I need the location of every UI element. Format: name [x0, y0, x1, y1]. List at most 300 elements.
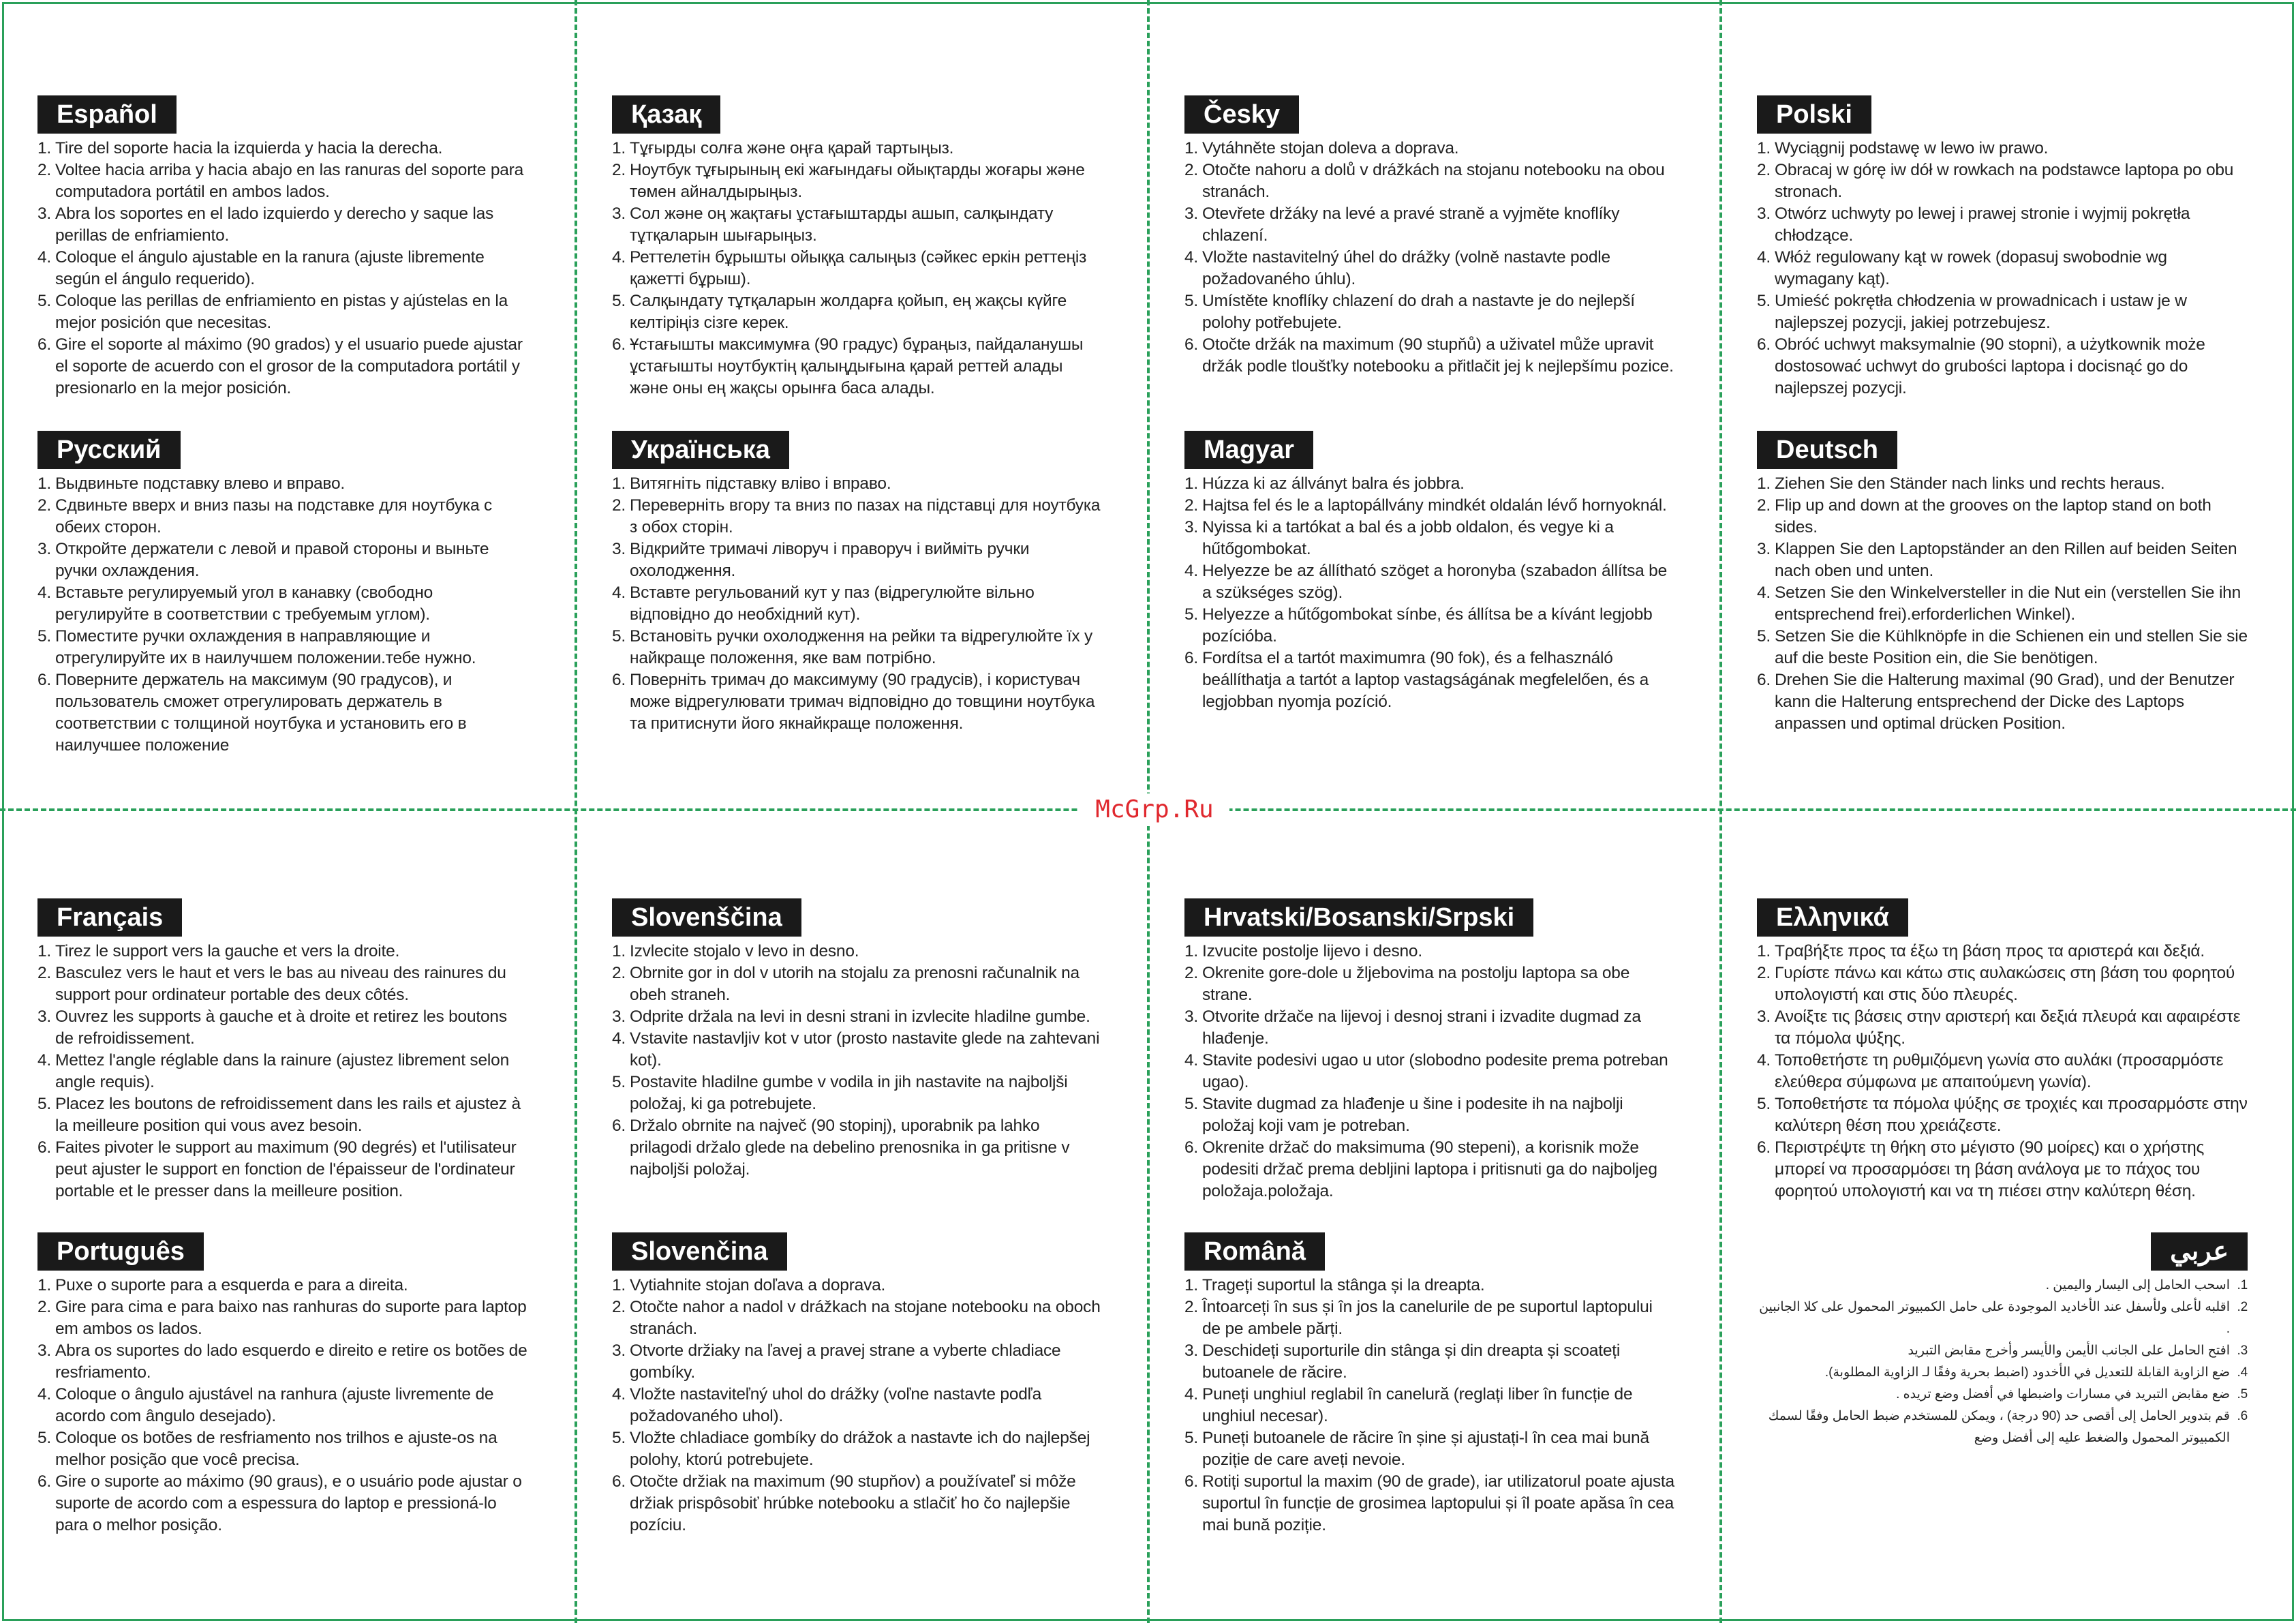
instruction-item [1184, 203, 1675, 247]
instruction-text: Voltee hacia arriba y hacia abajo en las ranuras del soporte para computadora portátil en ambos lados. [55, 161, 524, 201]
instruction-item [612, 247, 1103, 290]
instruction-text: Stavite podesivi ugao u utor (slobodno podesite prema potreban ugao). [1202, 1051, 1668, 1091]
section-romana [1184, 1232, 1675, 1536]
step-number: 4. [37, 1385, 52, 1404]
instruction-item [612, 1028, 1103, 1072]
instruction-item [37, 1275, 528, 1296]
step-number: 5. [1757, 627, 1771, 646]
step-number: 6. [37, 671, 52, 689]
instruction-item [612, 1340, 1103, 1384]
instruction-text: Coloque o ângulo ajustável na ranhura (ajuste livremente de acordo com ângulo desejado). [55, 1385, 494, 1425]
step-number: 6. [1184, 1472, 1199, 1491]
step-number: 1. [1184, 139, 1199, 157]
step-number: 5. [612, 1073, 626, 1091]
instruction-text: Tirez le support vers la gauche et vers la droite. [55, 942, 400, 960]
step-number: 1. [612, 942, 626, 960]
step-number: 2. [1184, 496, 1199, 515]
instruction-item [1184, 247, 1675, 290]
section-polski [1757, 95, 2248, 399]
instruction-list [612, 473, 1103, 735]
instruction-item [37, 1137, 528, 1202]
instruction-text: Вставьте регулируемый угол в канавку (свободно регулируйте в соответствии с требуемым углом). [55, 583, 433, 624]
instruction-text: Obróć uchwyt maksymalnie (90 stopni), a użytkownik może dostosować uchwyt do grubości laptopa i docisnąć go do najlepszej pozycji. [1775, 335, 2205, 397]
section-hrvatski [1184, 898, 1675, 1202]
step-number: 1. [612, 474, 626, 493]
watermark: McGrp.Ru [1080, 793, 1229, 826]
step-number: 2. [612, 1298, 626, 1316]
instruction-text: Włóż regulowany kąt w rowek (dopasuj swobodnie wg wymagany kąt). [1775, 248, 2167, 288]
instruction-text: Coloque el ángulo ajustable en la ranura (ajuste libremente según el ángulo requerido). [55, 248, 485, 288]
instruction-item [1757, 1275, 2248, 1296]
section-title: Français [37, 898, 182, 937]
step-number: 6. [1184, 1138, 1199, 1157]
instruction-item [1757, 669, 2248, 735]
fold-line-vertical [575, 0, 577, 1623]
instruction-text: Puxe o suporte para a esquerda e para a direita. [55, 1276, 408, 1294]
instruction-item [1184, 1006, 1675, 1050]
instruction-item [37, 495, 528, 539]
section-title: Українська [612, 431, 789, 469]
instruction-item [1184, 160, 1675, 203]
instruction-text: Coloque las perillas de enfriamiento en pistas y ajústelas en la mejor posición que necesitas. [55, 292, 508, 332]
instruction-text: Odprite držala na levi in desni strani in izvlecite hladilne gumbe. [630, 1007, 1090, 1026]
instruction-item [612, 941, 1103, 962]
instruction-item [37, 203, 528, 247]
instruction-text: Ziehen Sie den Ständer nach links und rechts heraus. [1775, 474, 2165, 493]
instruction-item [1757, 539, 2248, 582]
step-number: 4. [37, 248, 52, 267]
instruction-list [1757, 1275, 2248, 1449]
instruction-item [612, 334, 1103, 399]
instruction-list [37, 1275, 528, 1536]
step-number: 5. [1184, 292, 1199, 310]
step-number: 3. [1184, 1007, 1199, 1026]
instruction-text: Placez les boutons de refroidissement dans les rails et ajustez à la meilleure position qui vous avez besoin. [55, 1095, 521, 1135]
instruction-item [37, 669, 528, 757]
instruction-text: Vložte chladiace gombíky do drážok a nastavte ich do najlepšej polohy, ktorú potrebujete. [630, 1429, 1090, 1469]
instruction-item [1184, 962, 1675, 1006]
instruction-text: Otočte držák na maximum (90 stupňů) a uživatel může upravit držák podle tloušťky notebooku a přitlačit jej k nejlepšímu pozice. [1202, 335, 1674, 376]
instruction-item [1184, 1050, 1675, 1093]
instruction-text: Сол және оң жақтағы ұстағыштарды ашып, салқындату тұтқаларын шығарыңыз. [630, 204, 1054, 245]
instruction-item [37, 247, 528, 290]
instruction-item [1184, 1471, 1675, 1536]
instruction-list [1184, 941, 1675, 1202]
instruction-list [1184, 138, 1675, 378]
instruction-item [37, 962, 528, 1006]
section-title: Magyar [1184, 431, 1313, 469]
step-number: 6. [612, 335, 626, 354]
instruction-text: Setzen Sie die Kühlknöpfe in die Schienen ein und stellen Sie sie auf die beste Position ein, die Sie benötigen. [1775, 627, 2248, 667]
step-number: 6. [612, 1117, 626, 1135]
instruction-text: Тұғырды солға және оңға қарай тартыңыз. [630, 139, 954, 157]
instruction-text: Otvorte držiaky na ľavej a pravej strane a vyberte chladiace gombíky. [630, 1341, 1061, 1382]
instruction-text: Gire o suporte ao máximo (90 graus), e o usuário pode ajustar o suporte de acordo com a espessura do laptop e pressioná-lo para o melhor posição. [55, 1472, 522, 1534]
step-number: 5. [2237, 1387, 2248, 1401]
step-number: 2. [1184, 964, 1199, 982]
step-number: 5. [37, 1429, 52, 1447]
section-title: Česky [1184, 95, 1299, 134]
instruction-item [1757, 582, 2248, 626]
instruction-text: Відкрийте тримачі ліворуч і праворуч і вийміть ручки охолодження. [630, 540, 1030, 580]
instruction-text: Puneți unghiul reglabil în canelură (reglați liber în funcție de unghiul necesar). [1202, 1385, 1633, 1425]
instruction-item [612, 1384, 1103, 1427]
instruction-item [1184, 334, 1675, 378]
step-number: 1. [612, 1276, 626, 1294]
step-number: 4. [1757, 248, 1771, 267]
step-number: 2. [1757, 964, 1771, 982]
instruction-list [37, 941, 528, 1202]
instruction-text: Γυρίστε πάνω και κάτω στις αυλακώσεις στη βάση του φορητού υπολογιστή και στις δύο πλευρές. [1775, 964, 2235, 1004]
step-number: 3. [1757, 1007, 1771, 1026]
instruction-item [612, 1427, 1103, 1471]
instruction-text: Gire el soporte al máximo (90 grados) y el usuario puede ajustar el soporte de acuerdo con el grosor de la computadora portátil y presionarlo en la mejor posición. [55, 335, 523, 397]
step-number: 3. [612, 1007, 626, 1026]
instruction-text: Встановіть ручки охолодження на рейки та відрегулюйте їх у найкраще положення, яке вам потрібно. [630, 627, 1093, 667]
instruction-list [37, 473, 528, 757]
step-number: 4. [1757, 1051, 1771, 1070]
instruction-text: Rotiți suportul la maxim (90 de grade), iar utilizatorul poate ajusta suportul în funcție de grosimea laptopului și îl poate apăsa în cea mai bună poziție. [1202, 1472, 1674, 1534]
instruction-text: Ouvrez les supports à gauche et à droite et retirez les boutons de refroidissement. [55, 1007, 507, 1048]
instruction-text: Abra los soportes en el lado izquierdo y derecho y saque las perillas de enfriamiento. [55, 204, 494, 245]
instruction-item [1757, 203, 2248, 247]
instruction-text: Drehen Sie die Halterung maximal (90 Grad), und der Benutzer kann die Halterung entsprechend der Dicke des Laptops anpassen und optimal drücken Position. [1775, 671, 2235, 733]
instruction-item [1757, 1362, 2248, 1384]
section-title: Slovenščina [612, 898, 801, 937]
step-number: 4. [1184, 248, 1199, 267]
step-number: 5. [37, 627, 52, 646]
step-number: 2. [37, 964, 52, 982]
instruction-item [1757, 1137, 2248, 1202]
step-number: 6. [1757, 335, 1771, 354]
instruction-item [1757, 290, 2248, 334]
instruction-text: Klappen Sie den Laptopständer an den Rillen auf beiden Seiten nach oben und unten. [1775, 540, 2237, 580]
instruction-item [1757, 1050, 2248, 1093]
step-number: 3. [37, 540, 52, 558]
instruction-text: Umístěte knoflíky chlazení do drah a nastavte je do nejlepší polohy potřebujete. [1202, 292, 1635, 332]
step-number: 1. [37, 942, 52, 960]
instruction-item [1757, 1384, 2248, 1406]
instruction-item [1184, 1340, 1675, 1384]
step-number: 4. [1184, 562, 1199, 580]
instruction-text: Otevřete držáky na levé a pravé straně a vyjměte knoflíky chlazení. [1202, 204, 1620, 245]
instruction-text: Otočte nahoru a dolů v drážkách na stojanu notebooku na obou stranách. [1202, 161, 1665, 201]
step-number: 1. [1184, 474, 1199, 493]
instruction-text: Ұстағышты максимумға (90 градус) бұраңыз, пайдаланушы ұстағышты ноутбуктің қалыңдығына қарай реттей алады және оны ең жақсы орынға баса алады. [630, 335, 1084, 397]
step-number: 3. [1184, 204, 1199, 223]
instruction-list [1757, 138, 2248, 399]
instruction-list [1184, 473, 1675, 713]
step-number: 6. [37, 335, 52, 354]
instruction-item [1184, 1384, 1675, 1427]
instruction-item [612, 1072, 1103, 1115]
instruction-text: ضع الزاوية القابلة للتعديل في الأخدود (اضبط بحرية وفقًا لـ الزاوية المطلوبة). [1824, 1365, 2230, 1380]
step-number: 5. [1757, 292, 1771, 310]
instruction-item [37, 1427, 528, 1471]
step-number: 4. [612, 1385, 626, 1404]
instruction-text: Салқындату тұтқаларын жолдарға қойып, ең жақсы күйге келтіріңіз сізге керек. [630, 292, 1067, 332]
section-ellinika [1757, 898, 2248, 1202]
instruction-item [1757, 334, 2248, 399]
step-number: 5. [1184, 1095, 1199, 1113]
section-francais [37, 898, 528, 1202]
step-number: 3. [612, 204, 626, 223]
instruction-text: Выдвиньте подставку влево и вправо. [55, 474, 345, 493]
instruction-item [1184, 138, 1675, 160]
instruction-item [612, 495, 1103, 539]
instruction-item [1184, 290, 1675, 334]
instruction-list [1757, 941, 2248, 1202]
step-number: 6. [612, 1472, 626, 1491]
instruction-item [612, 1275, 1103, 1296]
step-number: 6. [2237, 1409, 2248, 1423]
instruction-text: اقلبه لأعلى ولأسفل عند الأخاديد الموجودة على حامل الكمبيوتر المحمول على كلا الجانبين . [1759, 1300, 2230, 1336]
section-ukrainian [612, 431, 1103, 735]
instruction-text: Helyezze be az állítható szöget a horonyba (szabadon állítsa be a szükséges szög). [1202, 562, 1668, 602]
section-slovenscina [612, 898, 1103, 1181]
step-number: 2. [612, 964, 626, 982]
instruction-text: Вставте регульований кут у паз (відрегулюйте вільно відповідно до необхідний кут). [630, 583, 1035, 624]
step-number: 3. [1184, 518, 1199, 536]
step-number: 5. [612, 292, 626, 310]
section-espanol [37, 95, 528, 399]
step-number: 6. [1184, 335, 1199, 354]
section-title: Slovenčina [612, 1232, 787, 1271]
instruction-text: Abra os suportes do lado esquerdo e direito e retire os botões de resfriamento. [55, 1341, 527, 1382]
instruction-text: Gire para cima e para baixo nas ranhuras do suporte para laptop em ambos os lados. [55, 1298, 527, 1338]
instruction-text: Περιστρέψτε τη θήκη στο μέγιστο (90 μοίρες) και ο χρήστης μπορεί να προσαρμόσει τη βάση ανάλογα με το πάχος του φορητού υπολογιστή και να τη πιέσει στην καλύτερη θέση. [1775, 1138, 2205, 1200]
step-number: 5. [612, 1429, 626, 1447]
step-number: 2. [612, 161, 626, 179]
instruction-text: Fordítsa el a tartót maximumra (90 fok), és a felhasználó beállíthatja a tartót a laptop vastagságának megfelelően, és a legjobban nyomja pozíció. [1202, 649, 1649, 711]
instruction-text: Húzza ki az állványt balra és jobbra. [1202, 474, 1465, 493]
section-kazakh [612, 95, 1103, 399]
instruction-item [37, 1340, 528, 1384]
instruction-item [37, 1471, 528, 1536]
step-number: 1. [1184, 1276, 1199, 1294]
instruction-item [612, 539, 1103, 582]
step-number: 1. [37, 139, 52, 157]
instruction-text: افتح الحامل على الجانب الأيمن والأيسر وأخرج مقابض التبريد [1908, 1344, 2230, 1358]
fold-line-vertical [1719, 0, 1722, 1623]
section-title: Polski [1757, 95, 1871, 134]
step-number: 4. [612, 248, 626, 267]
step-number: 4. [2237, 1365, 2248, 1380]
instruction-text: Ноутбук тұғырының екі жағындағы ойықтарды жоғары және төмен айналдырыңыз. [630, 161, 1085, 201]
instruction-list [1184, 1275, 1675, 1536]
instruction-text: Vložte nastavitelný úhel do drážky (volně nastavte podle požadovaného úhlu). [1202, 248, 1610, 288]
instruction-item [1184, 1137, 1675, 1202]
instruction-item [37, 334, 528, 399]
step-number: 3. [1184, 1341, 1199, 1360]
instruction-item [1757, 941, 2248, 962]
section-title: Hrvatski/Bosanski/Srpski [1184, 898, 1533, 937]
step-number: 5. [1184, 1429, 1199, 1447]
instruction-item [612, 669, 1103, 735]
step-number: 2. [2237, 1300, 2248, 1314]
section-magyar [1184, 431, 1675, 713]
step-number: 3. [37, 1007, 52, 1026]
section-cesky [1184, 95, 1675, 378]
section-title: Español [37, 95, 177, 134]
instruction-text: Переверніть вгору та вниз по пазах на підставці для ноутбука з обох сторін. [630, 496, 1101, 536]
instruction-text: Držalo obrnite na največ (90 stopinj), uporabnik pa lahko prilagodi držalo glede na debelino prenosnika in ga pritisne v najboljši položaj. [630, 1117, 1070, 1179]
instruction-item [1184, 941, 1675, 962]
instruction-item [1184, 1275, 1675, 1296]
instruction-item [37, 290, 528, 334]
step-number: 2. [1757, 161, 1771, 179]
step-number: 1. [612, 139, 626, 157]
instruction-item [1184, 517, 1675, 560]
instruction-text: Τραβήξτε προς τα έξω τη βάση προς τα αριστερά και δεξιά. [1775, 942, 2205, 960]
step-number: 5. [1757, 1095, 1771, 1113]
instruction-item [37, 1296, 528, 1340]
instruction-text: Tire del soporte hacia la izquierda y hacia la derecha. [55, 139, 443, 157]
instruction-text: Mettez l'angle réglable dans la rainure (ajustez librement selon angle requis). [55, 1051, 509, 1091]
instruction-item [1184, 1093, 1675, 1137]
instruction-text: ضع مقابض التبريد في مسارات واضبطها في أفضل وضع تريده . [1896, 1387, 2230, 1401]
instruction-item [612, 473, 1103, 495]
instruction-item [612, 160, 1103, 203]
instruction-item [37, 539, 528, 582]
instruction-item [1757, 1093, 2248, 1137]
step-number: 4. [1757, 583, 1771, 602]
instruction-text: Otočte nahor a nadol v drážkach na stojane notebooku na oboch stranách. [630, 1298, 1101, 1338]
instruction-text: Întoarceți în sus și în jos la canelurile de pe suportul laptopului de pe ambele părți. [1202, 1298, 1653, 1338]
step-number: 3. [2237, 1344, 2248, 1358]
instruction-item [1184, 495, 1675, 517]
instruction-text: Umieść pokrętła chłodzenia w prowadnicach i ustaw je w najlepszej pozycji, jakiej potrzebujesz. [1775, 292, 2187, 332]
step-number: 1. [1184, 942, 1199, 960]
step-number: 1. [1757, 474, 1771, 493]
step-number: 6. [1757, 671, 1771, 689]
step-number: 3. [37, 1341, 52, 1360]
step-number: 5. [1184, 605, 1199, 624]
instruction-item [1757, 1296, 2248, 1340]
section-deutsch [1757, 431, 2248, 735]
instruction-text: Откройте держатели с левой и правой стороны и выньте ручки охлаждения. [55, 540, 489, 580]
instruction-item [1184, 473, 1675, 495]
instruction-text: Trageți suportul la stânga și la dreapta. [1202, 1276, 1485, 1294]
section-title: عربي [2151, 1232, 2248, 1271]
section-title: Português [37, 1232, 204, 1271]
instruction-list [37, 138, 528, 399]
instruction-text: Setzen Sie den Winkelversteller in die Nut ein (verstellen Sie ihn entsprechend frei).erforderlichen Winkel). [1775, 583, 2241, 624]
instruction-text: Vytiahnite stojan doľava a doprava. [630, 1276, 886, 1294]
step-number: 4. [612, 583, 626, 602]
instruction-item [37, 582, 528, 626]
instruction-item [1757, 495, 2248, 539]
instruction-item [1757, 1006, 2248, 1050]
instruction-item [1757, 247, 2248, 290]
step-number: 5. [37, 1095, 52, 1113]
instruction-text: Otvorite držače na lijevoj i desnoj strani i izvadite dugmad za hlađenje. [1202, 1007, 1641, 1048]
step-number: 2. [37, 1298, 52, 1316]
step-number: 1. [1757, 139, 1771, 157]
instruction-text: Puneți butoanele de răcire în șine și ajustați-l în cea mai bună poziție de care aveți nevoie. [1202, 1429, 1649, 1469]
instruction-list [612, 941, 1103, 1181]
step-number: 4. [1184, 1051, 1199, 1070]
instruction-item [1757, 962, 2248, 1006]
step-number: 2. [37, 496, 52, 515]
instruction-item [612, 203, 1103, 247]
instruction-text: Okrenite gore-dole u žljebovima na postolju laptopa sa obe strane. [1202, 964, 1630, 1004]
instruction-item [1184, 648, 1675, 713]
instruction-text: Otočte držiak na maximum (90 stupňov) a používateľ si môže držiak prispôsobiť hrúbke notebooku a stlačiť ho čo najlepšie pozíciu. [630, 1472, 1076, 1534]
instruction-text: Τοποθετήστε τα πόμολα ψύξης σε τροχιές και προσαρμόστε στην καλύτερη θέση που χρειάζεστε. [1775, 1095, 2248, 1135]
section-arabic [1757, 1232, 2248, 1449]
step-number: 3. [1757, 540, 1771, 558]
instruction-item [612, 1296, 1103, 1340]
instruction-item [1757, 473, 2248, 495]
instruction-list [1757, 473, 2248, 735]
instruction-item [612, 1115, 1103, 1181]
section-title: Română [1184, 1232, 1325, 1271]
instruction-item [37, 1384, 528, 1427]
instruction-text: Basculez vers le haut et vers le bas au niveau des rainures du support pour ordinateur portable des deux côtés. [55, 964, 506, 1004]
instruction-text: Izvlecite stojalo v levo in desno. [630, 942, 859, 960]
instruction-text: Поверніть тримач до максимуму (90 градусів), і користувач може відрегулювати тримач відповідно до товщини ноутбука та притиснути його якнайкраще положення. [630, 671, 1095, 733]
instruction-text: Τοποθετήστε τη ρυθμιζόμενη γωνία στο αυλάκι (προσαρμόστε ελεύθερα σύμφωνα με απαιτούμενη γωνία). [1775, 1051, 2224, 1091]
instruction-item [1184, 1296, 1675, 1340]
step-number: 2. [612, 496, 626, 515]
step-number: 1. [2237, 1278, 2248, 1292]
instruction-item [1757, 626, 2248, 669]
instruction-item [612, 582, 1103, 626]
section-title: Русский [37, 431, 181, 469]
step-number: 6. [1184, 649, 1199, 667]
instruction-text: Wyciągnij podstawę w lewo iw prawo. [1775, 139, 2049, 157]
instruction-item [612, 138, 1103, 160]
instruction-text: Obracaj w górę iw dół w rowkach na podstawce laptopa po obu stronach. [1775, 161, 2234, 201]
instruction-item [37, 473, 528, 495]
instruction-item [37, 138, 528, 160]
instruction-text: Okrenite držač do maksimuma (90 stepeni), a korisnik može podesiti držač prema debljini laptopa i pritisnuti ga do najboljeg položaja.položaja. [1202, 1138, 1657, 1200]
instruction-item [612, 1006, 1103, 1028]
instruction-text: Поместите ручки охлаждения в направляющие и отрегулируйте их в наилучшем положении.тебе нужно. [55, 627, 476, 667]
instruction-text: Ανοίξτε τις βάσεις στην αριστερή και δεξιά πλευρά και αφαιρέστε τα πόμολα ψύξης. [1775, 1007, 2241, 1048]
step-number: 1. [37, 474, 52, 493]
instruction-item [37, 1006, 528, 1050]
instruction-text: Izvucite postolje lijevo i desno. [1202, 942, 1422, 960]
step-number: 3. [1757, 204, 1771, 223]
instruction-text: Реттелетін бұрышты ойыққа салыңыз (сәйкес еркін реттеңіз қажетті бұрыш). [630, 248, 1087, 288]
instruction-item [612, 626, 1103, 669]
instruction-text: Flip up and down at the grooves on the laptop stand on both sides. [1775, 496, 2211, 536]
instruction-text: اسحب الحامل إلى اليسار واليمين . [2045, 1278, 2230, 1292]
instruction-item [1184, 560, 1675, 604]
instruction-text: Vytáhněte stojan doleva a doprava. [1202, 139, 1459, 157]
instruction-text: Coloque os botões de resfriamento nos trilhos e ajuste-os na melhor posição que você precisa. [55, 1429, 498, 1469]
instruction-item [1757, 1406, 2248, 1449]
step-number: 1. [37, 1276, 52, 1294]
instruction-item [612, 962, 1103, 1006]
section-portugues [37, 1232, 528, 1536]
step-number: 2. [1184, 1298, 1199, 1316]
step-number: 3. [37, 204, 52, 223]
step-number: 5. [612, 627, 626, 646]
section-title: Қазақ [612, 95, 720, 134]
step-number: 4. [37, 1051, 52, 1070]
step-number: 4. [1184, 1385, 1199, 1404]
instruction-text: Otwórz uchwyty po lewej i prawej stronie i wyjmij pokrętła chłodzące. [1775, 204, 2190, 245]
instruction-text: Deschideți suporturile din stânga și din dreapta și scoateți butoanele de răcire. [1202, 1341, 1621, 1382]
instruction-text: Postavite hladilne gumbe v vodila in jih nastavite na najboljši položaj, ki ga potrebujete. [630, 1073, 1068, 1113]
instruction-item [37, 1050, 528, 1093]
section-title: Ελληνικά [1757, 898, 1908, 937]
step-number: 6. [37, 1138, 52, 1157]
instruction-text: Vložte nastaviteľný uhol do drážky (voľne nastavte podľa požadovaného uhol). [630, 1385, 1042, 1425]
